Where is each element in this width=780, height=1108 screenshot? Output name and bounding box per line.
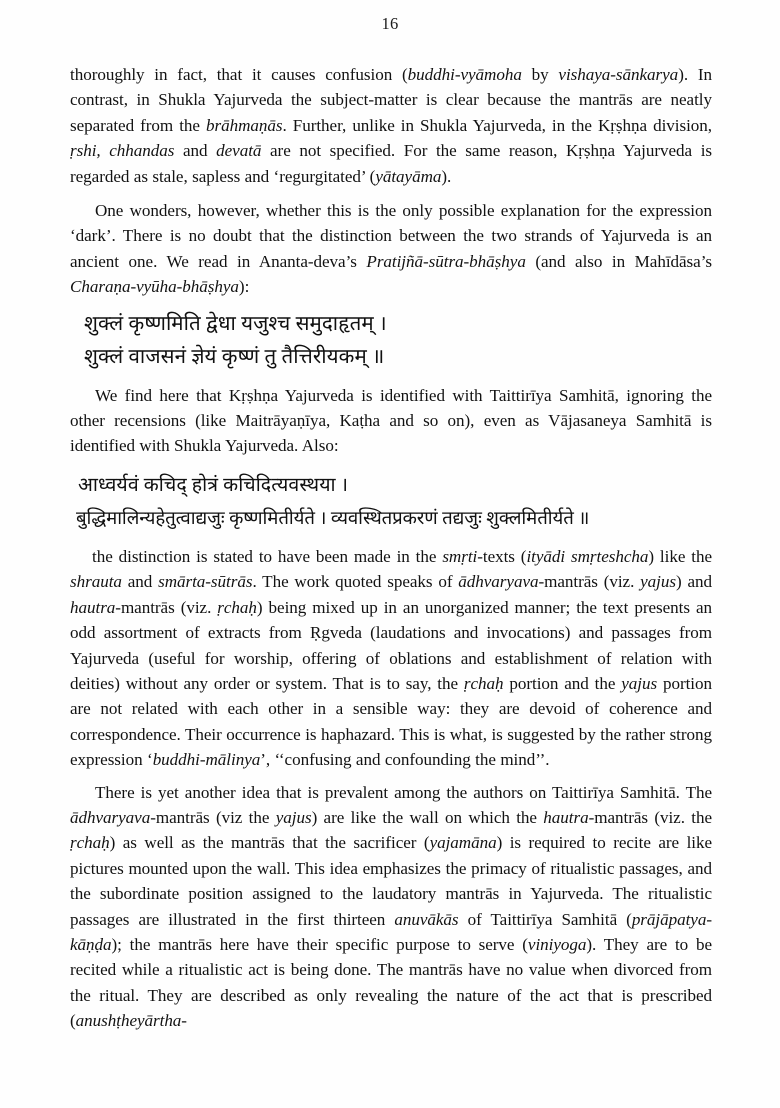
sanskrit-quote-2-line-1: आध्वर्यवं कचिद् होत्रं कचिदित्यवस्थया ।	[78, 474, 349, 496]
paragraph-spacer	[70, 189, 712, 198]
sanskrit-quote-1-line-2: शुक्लं वाजसनं ज्ञेयं कृष्णं तु तैत्तिरीयकम् ॥	[84, 345, 385, 368]
sanskrit-quote-1	[70, 308, 712, 374]
paragraph-spacer-2	[70, 773, 712, 780]
paragraph-3: We find here that Kṛṣhṇa Yajurveda is identified with Taittirīya Samhitā, ignoring the other recensions (like Maitrāyaṇīya, Kaṭha and so on), even as Vājasaneya Samhitā is identified with Shukla Yajurveda. Also:	[70, 385, 712, 456]
paragraph-4: the distinction is stated to have been made in the smṛti-texts (ityādi smṛteshcha) like the shrauta and smārta-sūtrās. The work quoted speaks of ādhvaryava-mantrās (viz. yajus) and hautra-mantrās (viz. ṛchaḥ) being mixed up in an unorganized manner; the text presents an odd assortment of extracts from Ṛgveda (laudations and invocations) and passages from Yajurveda (useful for worship, offering of oblations and establishment of relation with deities) without any order or system. That is to say, the ṛchaḥ portion and the yajus portion are not related with each other in a sensible way: they are devoid of coherence and correspondence. Their occurrence is haphazard. This is what, is suggested by the rather strong expression ‘buddhi-mālinya’, ‘‘confusing and confounding the mind’’.	[70, 546, 713, 770]
sanskrit-quote-2-line-2: बुद्धिमालिन्यहेतुत्वाद्यजुः कृष्णमितीर्यते । व्यवस्थितप्रकरणं तद्यजुः शुक्लमितीर्यते ॥	[76, 507, 590, 529]
quote2-spacer-bottom	[70, 535, 712, 544]
quote2-spacer-top	[70, 459, 712, 469]
sanskrit-quote-2	[70, 469, 712, 535]
text-block	[70, 62, 712, 1034]
quote-spacer-top	[70, 300, 712, 308]
quote-spacer-bottom	[70, 374, 712, 383]
page-number: 16	[381, 14, 399, 33]
paragraph-1: thoroughly in fact, that it causes confusion (buddhi-vyāmoha by vishaya-sānkarya). In contrast, in Shukla Yajurveda the subject-matter is clear because the mantrās are neatly separated from the brāhmaṇās. Further, unlike in Shukla Yajurveda, in the Kṛṣhṇa division, ṛshi, chhandas and devatā are not specified. For the same reason, Kṛṣhṇa Yajurveda is regarded as stale, sapless and ‘regurgitated’ (yātayāma).	[70, 65, 712, 186]
sanskrit-quote-1-line-1: शुक्लं कृष्णमिति द्वेधा यजुश्च समुदाहृतम् ।	[84, 312, 387, 335]
paragraph-2: One wonders, however, whether this is the only possible explanation for the expression ‘dark’. There is no doubt that the distinction between the two strands of Yajurveda is an ancient one. We read in Ananta-deva’s Pratijñā-sūtra-bhāṣhya (and also in Mahīdāsa’s Charaṇa-vyūha-bhāṣhya):	[70, 201, 712, 297]
paragraph-5: There is yet another idea that is prevalent among the authors on Taittirīya Samhitā. The ādhvaryava-mantrās (viz the yajus) are like the wall on which the hautra-mantrās (viz. the ṛchaḥ) as well as the mantrās that the sacrificer (yajamāna) is required to recite are like pictures mounted upon the wall. This idea emphasizes the primacy of ritualistic passages, and the subordinate position assigned to the laudatory mantrās in Yajurveda. The ritualistic passages are illustrated in the first thirteen anuvākās of Taittirīya Samhitā (prājāpatya-kāṇḍa); the mantrās here have their specific purpose to serve (viniyoga). They are to be recited while a ritualistic act is being done. The mantrās have no value when divorced from the ritual. They are described as only revealing the nature of the act that is prescribed (anushṭheyārtha-	[70, 782, 712, 1031]
